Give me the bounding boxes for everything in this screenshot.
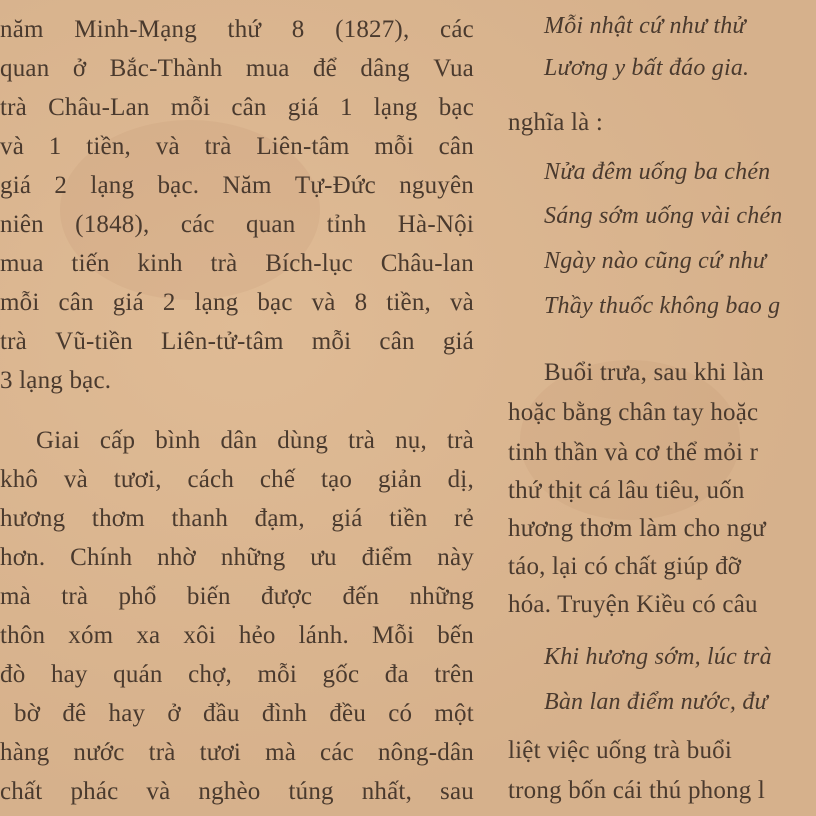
text-line: giá 2 lạng bạc. Năm Tự-Đức nguyên (0, 172, 474, 199)
text-line: Buổi trưa, sau khi làn (544, 359, 765, 386)
text-line: hóa. Truyện Kiều có câu (508, 591, 758, 618)
text-line: thứ thịt cá lâu tiêu, uốn (508, 477, 745, 504)
text-line: trà Vũ-tiền Liên-tử-tâm mỗi cân giá (0, 328, 474, 355)
text-line: thôn xóm xa xôi hẻo lánh. Mỗi bến (0, 622, 474, 649)
text-line: niên (1848), các quan tỉnh Hà-Nội (0, 211, 474, 238)
text-line: trong bốn cái thú phong l (508, 777, 766, 804)
text-line: quan ở Bắc-Thành mua để dâng Vua (0, 55, 474, 82)
text-line: mua tiến kinh trà Bích-lục Châu-lan (0, 250, 474, 277)
verse-line: Ngày nào cũng cứ như (544, 248, 767, 274)
text-line: khô và tươi, cách chế tạo giản dị, (0, 466, 474, 493)
text-line: Giai cấp bình dân dùng trà nụ, trà (36, 427, 474, 454)
text-line: mà trà phổ biến được đến những (0, 583, 474, 610)
text-line: hương thơm làm cho ngư (508, 515, 766, 542)
text-line: táo, lại có chất giúp đỡ (508, 553, 742, 580)
text-line: bờ đê hay ở đầu đình đều có một (14, 700, 474, 727)
text-line: liệt việc uống trà buổi (508, 737, 732, 764)
text-line: trà Châu-Lan mỗi cân giá 1 lạng bạc (0, 94, 474, 121)
verse-line: Nửa đêm uống ba chén (544, 159, 771, 185)
text-line: đò hay quán chợ, mỗi gốc đa trên (0, 661, 474, 688)
text-line: hơn. Chính nhờ những ưu điểm này (0, 544, 474, 571)
text-line: nghĩa là : (508, 109, 604, 136)
text-line: hàng nước trà tươi mà các nông-dân (0, 739, 474, 766)
text-line: năm Minh-Mạng thứ 8 (1827), các (0, 16, 474, 43)
text-line: và 1 tiền, và trà Liên-tâm mỗi cân (0, 133, 474, 160)
text-line: mỗi cân giá 2 lạng bạc và 8 tiền, và (0, 289, 474, 316)
verse-line: Thầy thuốc không bao g (544, 293, 781, 319)
verse-line: Bàn lan điểm nước, đư (544, 689, 768, 715)
text-line: tinh thần và cơ thể mỏi r (508, 439, 759, 466)
text-line: chất phác và nghèo túng nhất, sau (0, 778, 474, 805)
text-line: 3 lạng bạc. (0, 367, 112, 394)
verse-line: Sáng sớm uống vài chén (544, 203, 783, 229)
verse-line: Khi hương sớm, lúc trà (544, 644, 772, 670)
verse-line: Lương y bất đáo gia. (544, 55, 750, 81)
text-line: hương thơm thanh đạm, giá tiền rẻ (0, 505, 474, 532)
verse-line: Mỗi nhật cứ như thử (544, 13, 746, 39)
text-line: hoặc bằng chân tay hoặc (508, 399, 759, 426)
